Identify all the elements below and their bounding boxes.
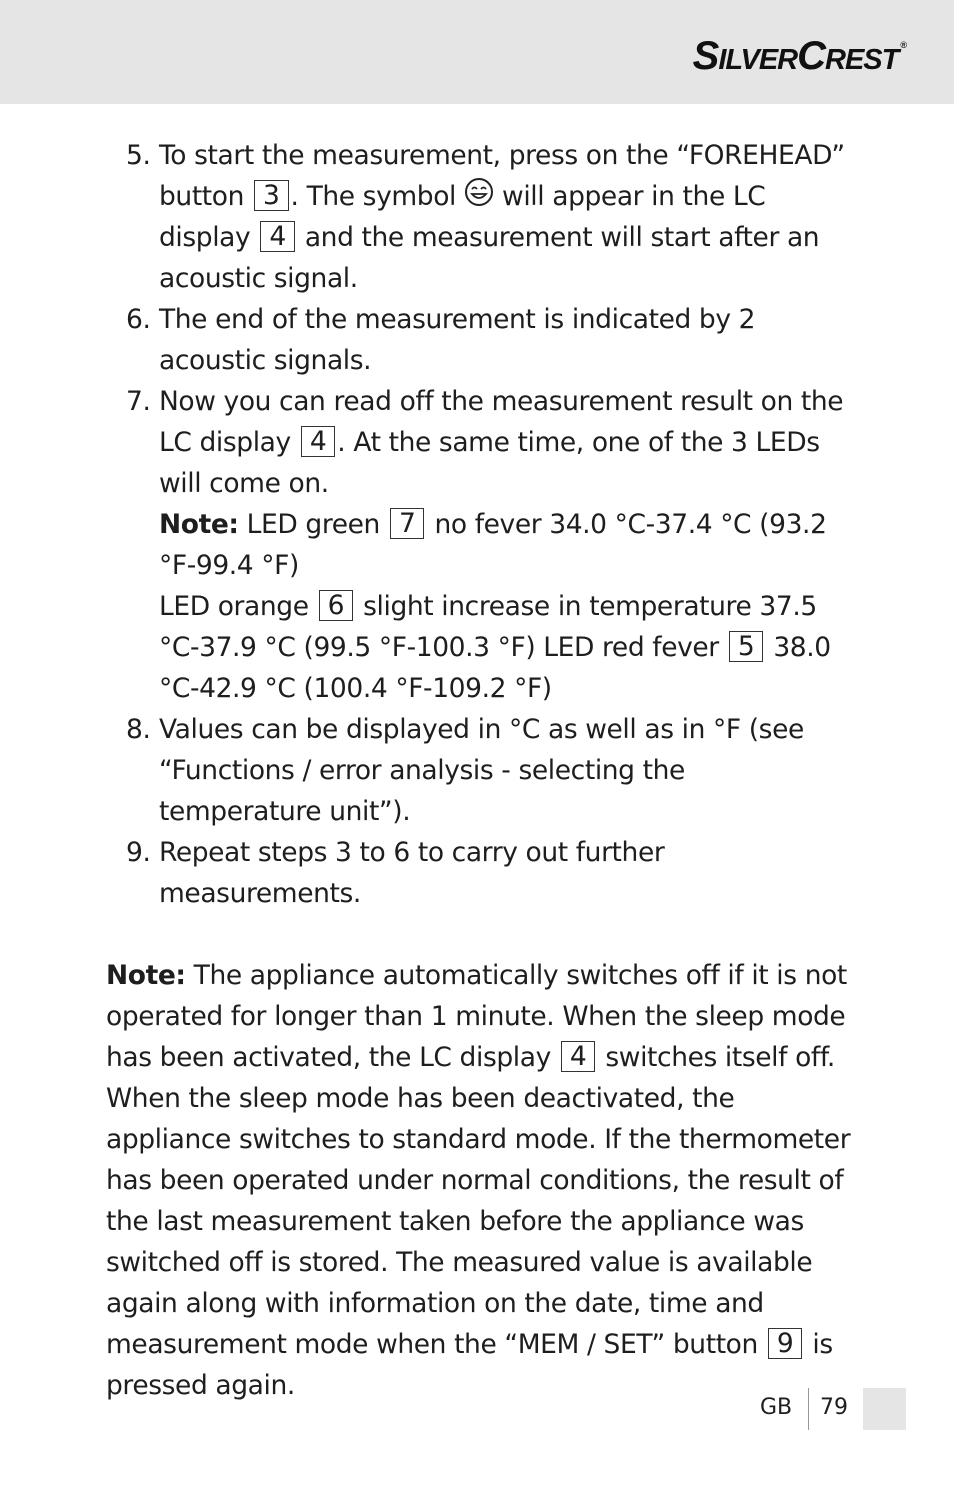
step-item	[106, 299, 854, 381]
footer-divider	[808, 1388, 809, 1430]
smiley-face-icon	[464, 177, 494, 207]
step-text: The end of the measurement is indicated by 2 acoustic signals.	[159, 304, 756, 376]
note-text: is pressed again.	[106, 1329, 833, 1401]
note-label: Note:	[106, 960, 186, 991]
step-number: 5.	[126, 140, 151, 171]
part-number-box: 3	[254, 180, 288, 211]
step-text: Values can be displayed in °C as well as in °F (see “Functions / error analysis - selecting the temperature unit”).	[159, 714, 804, 827]
step-text: LED green	[246, 509, 380, 540]
part-number-box: 4	[561, 1041, 595, 1072]
step-number: 9.	[126, 837, 151, 868]
step-number: 6.	[126, 304, 151, 335]
note-paragraph	[106, 955, 854, 1406]
note-text: switches itself off. When the sleep mode has been deactivated, the appliance switches to standard mode. If the thermometer has been operated under normal conditions, the result of the last measurement taken before the appliance was switched off is stored. The measured value is available again along with information on the date, time and measurement mode when the “MEM / SET” button	[106, 1042, 851, 1360]
part-number-box: 6	[319, 590, 353, 621]
part-number-box: 7	[390, 508, 424, 539]
step-text: . At the same time, one of the 3 LEDs will come on.	[159, 427, 820, 499]
step-text: and the measurement will start after an acoustic signal.	[159, 222, 820, 294]
step-text: will appear in the LC display	[159, 181, 766, 253]
step-text: . The symbol	[290, 181, 456, 212]
step-item	[106, 709, 854, 832]
step-text: 38.0 °C-42.9 °C (100.4 °F-109.2 °F)	[159, 632, 831, 704]
part-number-box: 9	[768, 1328, 802, 1359]
part-number-box: 4	[260, 221, 294, 252]
step-text: To start the measurement, press on the “FOREHEAD” button	[159, 140, 845, 212]
note-text: The appliance automatically switches off if it is not operated for longer than 1 minute. When the sleep mode has been activated, the LC display	[106, 960, 847, 1073]
part-number-box: 5	[729, 631, 763, 662]
step-number: 7.	[126, 386, 151, 417]
step-text: no fever 34.0 °C-37.4 °C (93.2 °F-99.4 °F)	[159, 509, 827, 581]
step-text: Repeat steps 3 to 6 to carry out further measurements.	[159, 837, 665, 909]
step-item	[106, 135, 854, 299]
note-label: Note:	[159, 509, 239, 540]
step-text: Now you can read off the measurement result on the LC display	[159, 386, 844, 458]
page-header	[0, 0, 954, 104]
language-code: GB	[760, 1395, 793, 1420]
footer-tab-marker	[863, 1388, 906, 1430]
step-number: 8.	[126, 714, 151, 745]
instruction-steps	[106, 135, 854, 914]
silvercrest-logo: SILVERCREST ®	[692, 34, 906, 78]
page-content	[106, 135, 854, 1406]
step-item	[106, 832, 854, 914]
part-number-box: 4	[301, 426, 335, 457]
page-number: 79	[820, 1395, 848, 1420]
step-item	[106, 381, 854, 709]
step-text: LED orange	[159, 591, 309, 622]
step-text: slight increase in temperature 37.5 °C-37.9 °C (99.5 °F-100.3 °F) LED red fever	[159, 591, 817, 663]
